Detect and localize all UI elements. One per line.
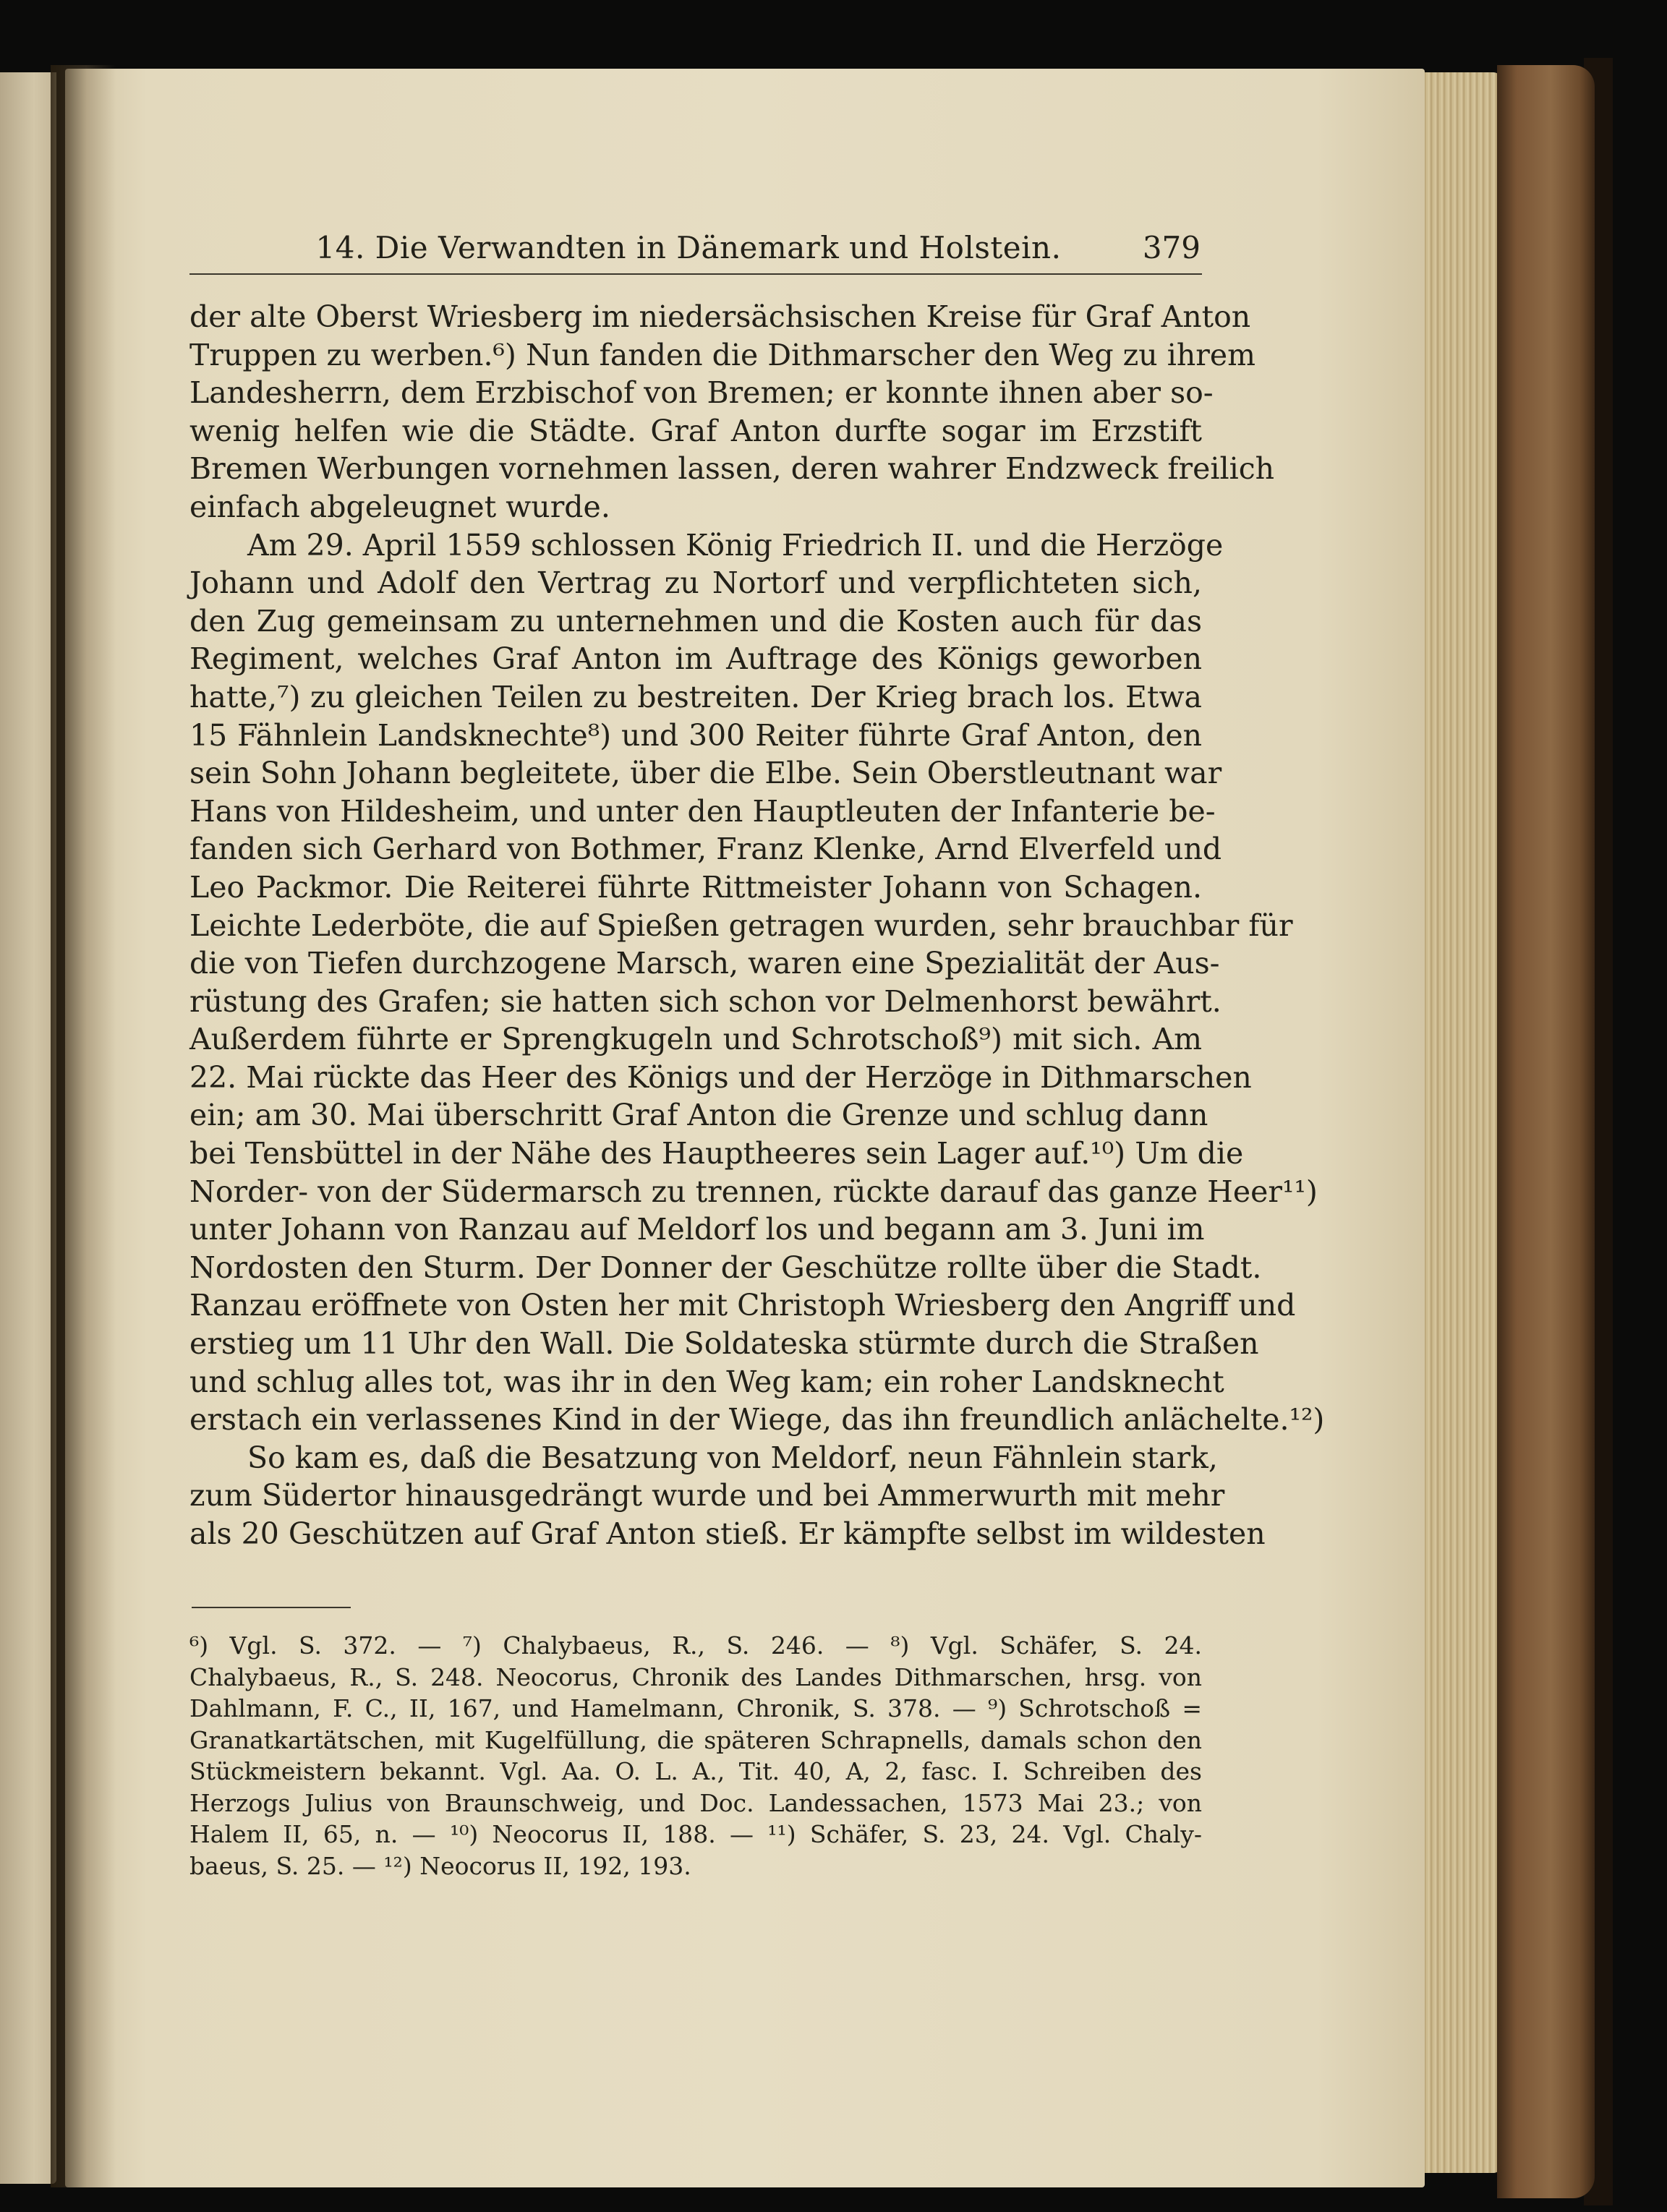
body-line: Truppen zu werben.⁶) Nun fanden die Dithmarscher den Weg zu ihrem	[189, 337, 1255, 372]
body-line: Am 29. April 1559 schlossen König Friedrich II. und die Herzöge	[247, 527, 1224, 563]
body-line: der alte Oberst Wriesberg im niedersächsischen Kreise für Graf Anton	[189, 299, 1251, 334]
body-line: Hans von Hildesheim, und unter den Hauptleuten der Infanterie be-	[189, 793, 1216, 829]
body-line: sein Sohn Johann begleitete, über die Elbe. Sein Oberstleutnant war	[189, 756, 1222, 791]
book-cover	[1497, 65, 1595, 2198]
body-text	[189, 298, 1325, 1553]
body-line: fanden sich Gerhard von Bothmer, Franz Klenke, Arnd Elverfeld und	[189, 832, 1222, 867]
body-line: Außerdem führte er Sprengkugeln und Schrotschoß⁹) mit sich. Am	[189, 1022, 1202, 1057]
body-line: die von Tiefen durchzogene Marsch, waren eine Spezialität der Aus-	[189, 946, 1220, 981]
gutter-shadow	[51, 65, 116, 2187]
footnotes	[189, 1630, 1202, 1882]
body-line: erstieg um 11 Uhr den Wall. Die Soldateska stürmte durch die Straßen	[189, 1326, 1259, 1362]
footnote-line: baeus, S. 25. — ¹²) Neocorus II, 192, 193.	[189, 1851, 691, 1880]
body-line: Norder- von der Südermarsch zu trennen, rückte darauf das ganze Heer¹¹)	[189, 1174, 1318, 1209]
body-line: einfach abgeleugnet wurde.	[189, 489, 610, 524]
body-line: Landesherrn, dem Erzbischof von Bremen; er konnte ihnen aber so-	[189, 375, 1214, 411]
footnote-line: Stückmeistern bekannt. Vgl. Aa. O. L. A., Tit. 40, A, 2, fasc. I. Schreiben des	[189, 1757, 1202, 1785]
body-line: 15 Fähnlein Landsknechte⁸) und 300 Reiter führte Graf Anton, den	[189, 717, 1202, 753]
body-line: unter Johann von Ranzau auf Meldorf los und begann am 3. Juni im	[189, 1212, 1205, 1247]
body-line: hatte,⁷) zu gleichen Teilen zu bestreiten. Der Krieg brach los. Etwa	[189, 679, 1202, 714]
body-line: Johann und Adolf den Vertrag zu Nortorf und verpflichteten sich,	[189, 565, 1202, 601]
body-line: erstach ein verlassenes Kind in der Wiege, das ihn freundlich anlächelte.¹²)	[189, 1402, 1325, 1438]
body-line: Ranzau eröffnete von Osten her mit Christoph Wriesberg den Angriff und	[189, 1288, 1296, 1323]
footnote-line: Dahlmann, F. C., II, 167, und Hamelmann, Chronik, S. 378. — ⁹) Schrotschoß =	[189, 1694, 1202, 1722]
body-line: und schlug alles tot, was ihr in den Weg kam; ein roher Landsknecht	[189, 1364, 1224, 1399]
body-line: ein; am 30. Mai überschritt Graf Anton die Grenze und schlug dann	[189, 1098, 1208, 1133]
body-line: bei Tensbüttel in der Nähe des Hauptheeres sein Lager auf.¹⁰) Um die	[189, 1136, 1244, 1171]
footnote-line: Chalybaeus, R., S. 248. Neocorus, Chronik des Landes Dithmarschen, hrsg. von	[189, 1662, 1202, 1691]
body-line: Nordosten den Sturm. Der Donner der Geschütze rollte über die Stadt.	[189, 1250, 1262, 1285]
footnote-line: Granatkartätschen, mit Kugelfüllung, die späteren Schrapnells, damals schon den	[189, 1725, 1202, 1754]
body-line: den Zug gemeinsam zu unternehmen und die Kosten auch für das	[189, 603, 1202, 639]
footnote-line: Halem II, 65, n. — ¹⁰) Neocorus II, 188. — ¹¹) Schäfer, S. 23, 24. Vgl. Chaly-	[189, 1820, 1202, 1848]
body-line: Bremen Werbungen vornehmen lassen, deren wahrer Endzweck freilich	[189, 451, 1275, 487]
header-rule	[189, 273, 1202, 275]
page-number: 379	[1142, 230, 1201, 265]
body-line: Regiment, welches Graf Anton im Auftrage des Königs geworben	[189, 641, 1202, 677]
footnote-line: Herzogs Julius von Braunschweig, und Doc. Landessachen, 1573 Mai 23.; von	[189, 1788, 1202, 1817]
running-head: 14. Die Verwandten in Dänemark und Holstein.	[315, 230, 1062, 265]
previous-page-edge	[0, 72, 56, 2184]
body-line: 22. Mai rückte das Heer des Königs und der Herzöge in Dithmarschen	[189, 1059, 1252, 1095]
body-line: als 20 Geschützen auf Graf Anton stieß. Er kämpfte selbst im wildesten	[189, 1516, 1266, 1551]
body-line: Leo Packmor. Die Reiterei führte Rittmeister Johann von Schagen.	[189, 869, 1202, 905]
footnote-line: ⁶) Vgl. S. 372. — ⁷) Chalybaeus, R., S. 246. — ⁸) Vgl. Schäfer, S. 24.	[189, 1631, 1202, 1660]
body-line: rüstung des Grafen; sie hatten sich schon vor Delmenhorst bewährt.	[189, 983, 1222, 1019]
body-line: So kam es, daß die Besatzung von Meldorf, neun Fähnlein stark,	[247, 1440, 1218, 1475]
body-line: zum Südertor hinausgedrängt wurde und bei Ammerwurth mit mehr	[189, 1478, 1225, 1513]
page-block-edge	[1414, 72, 1501, 2173]
footnote-rule	[192, 1607, 351, 1608]
body-line: Leichte Lederböte, die auf Spießen getragen wurden, sehr brauchbar für	[189, 908, 1293, 943]
body-line: wenig helfen wie die Städte. Graf Anton durfte sogar im Erzstift	[189, 413, 1202, 448]
